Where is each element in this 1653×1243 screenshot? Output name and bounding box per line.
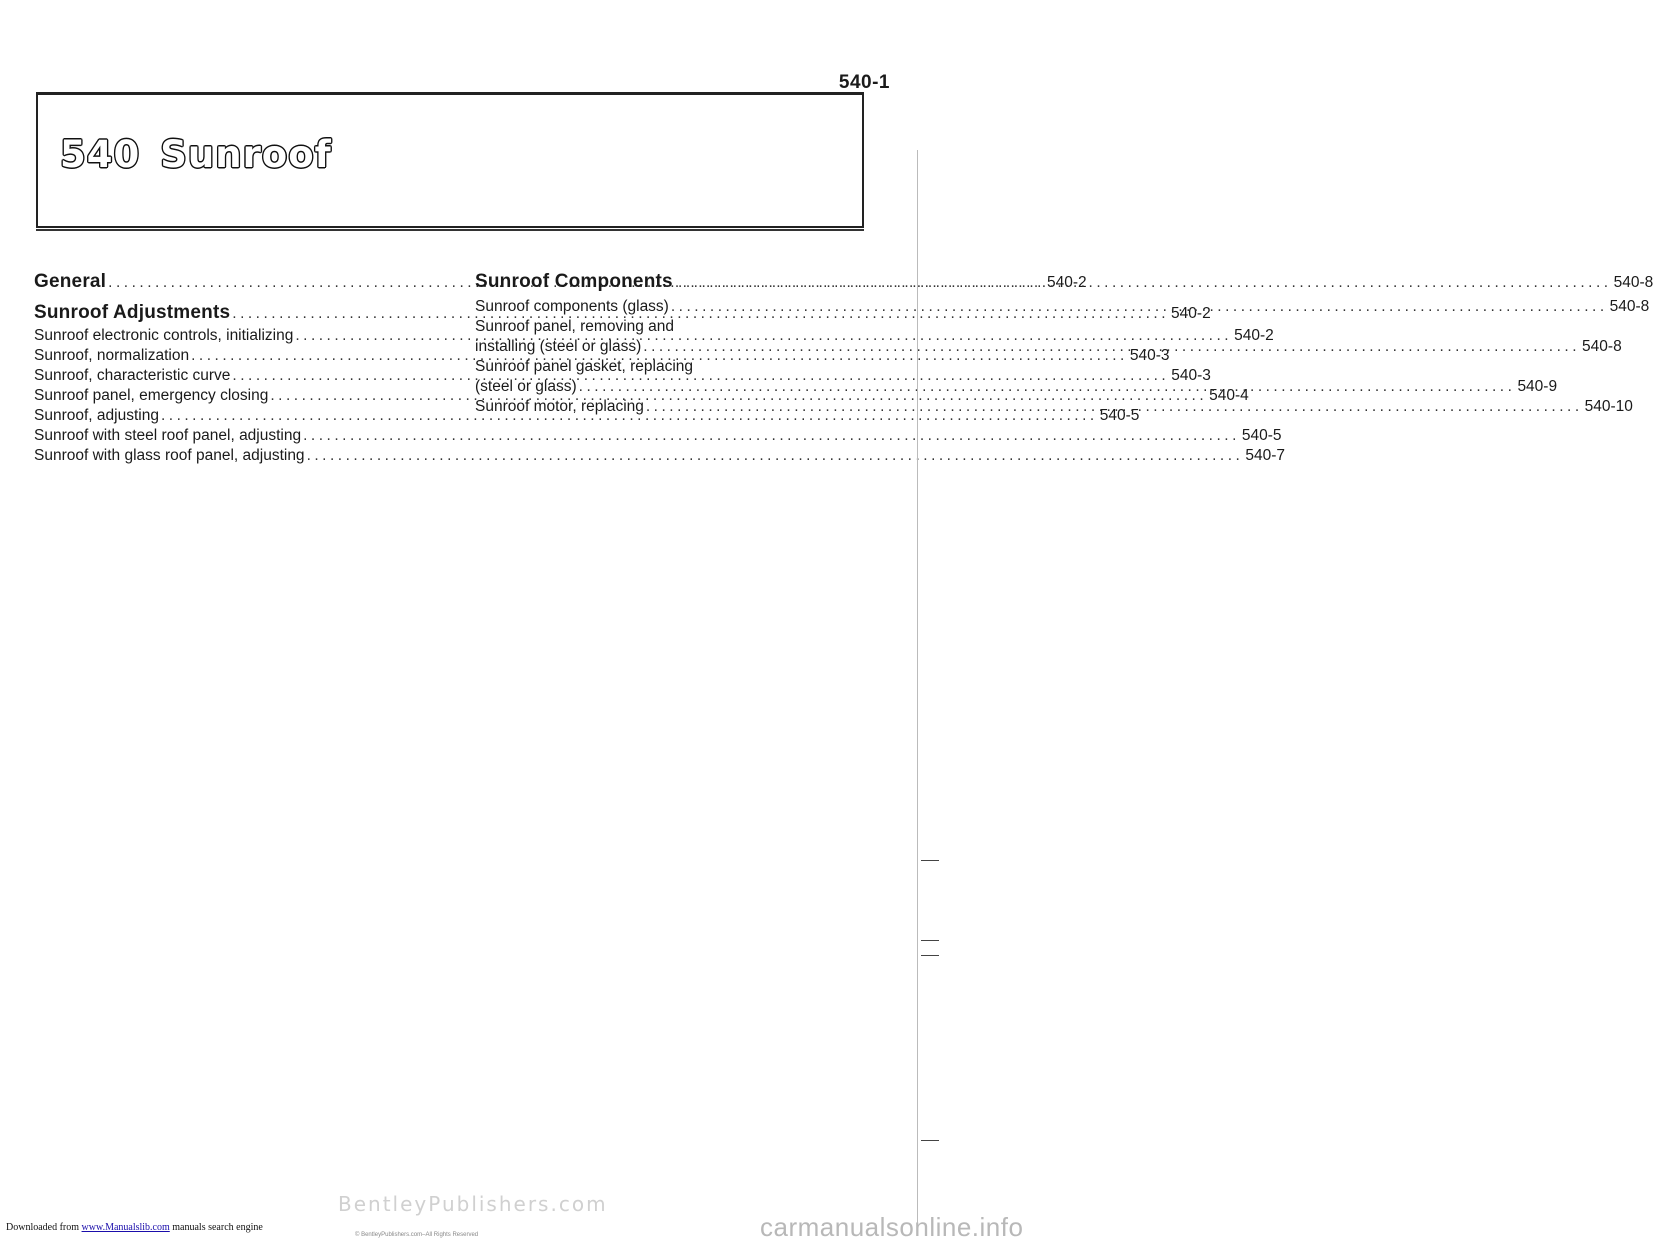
toc-page: 540-9 <box>1517 378 1558 395</box>
toc-label: Sunroof, characteristic curve <box>34 367 231 384</box>
leader-dots <box>305 446 1246 466</box>
toc-label-line1[interactable]: Sunroof panel, removing and <box>475 318 675 335</box>
toc-label: Sunroof Components <box>475 271 673 292</box>
toc-entry[interactable] <box>34 426 1282 446</box>
publisher-watermark: BentleyPublishers.com <box>338 1192 608 1216</box>
leader-dots <box>577 377 1518 397</box>
toc-label: installing (steel or glass) <box>475 338 642 355</box>
toc-label: General <box>34 271 107 292</box>
page-number: 540-1 <box>838 72 890 93</box>
toc-label: Sunroof motor, replacing <box>475 398 644 415</box>
toc-label-line1[interactable]: Sunroof panel gasket, replacing <box>475 358 694 375</box>
toc-page: 540-3 <box>1171 367 1211 384</box>
toc-page: 540-7 <box>1245 447 1285 464</box>
toc-page: 540-10 <box>1584 398 1633 415</box>
download-footer <box>6 1222 263 1233</box>
leader-dots <box>644 397 1585 417</box>
manualslib-link[interactable]: www.Manualslib.com <box>81 1222 170 1233</box>
toc-page: 540-4 <box>1209 387 1249 404</box>
site-watermark: carmanualsonline.info <box>760 1212 1024 1242</box>
scan-edge-marks <box>905 0 945 1242</box>
toc-page: 540-5 <box>1241 427 1282 444</box>
toc-label: Sunroof, normalization <box>34 347 190 364</box>
toc-label: Sunroof Adjustments <box>34 302 231 323</box>
toc-label: (steel or glass) <box>475 378 577 395</box>
leader-dots <box>669 297 1610 317</box>
toc-page: 540-2 <box>1046 274 1087 291</box>
section-name: Sunroof <box>160 133 332 176</box>
section-title <box>60 133 332 176</box>
toc-page: 540-2 <box>1234 327 1274 344</box>
footer-suffix: manuals search engine <box>172 1222 263 1233</box>
toc-label: Sunroof panel, emergency closing <box>34 387 269 404</box>
copyright-notice: © BentleyPublishers.com–All Rights Reserved <box>355 1232 479 1238</box>
toc-label: Sunroof, adjusting <box>34 407 159 424</box>
leader-dots <box>673 271 1614 295</box>
toc-page: 540-5 <box>1099 407 1140 424</box>
leader-dots <box>301 426 1242 446</box>
toc-page: 540-2 <box>1171 305 1211 322</box>
footer-prefix: Downloaded from <box>6 1222 80 1233</box>
section-title-box <box>36 92 864 228</box>
toc-page: 540-8 <box>1609 298 1650 315</box>
toc-page: 540-8 <box>1613 274 1653 291</box>
toc-label: Sunroof with steel roof panel, adjusting <box>34 427 302 444</box>
toc-page: 540-8 <box>1582 338 1622 355</box>
leader-dots <box>641 337 1582 357</box>
toc-entry[interactable] <box>34 446 1285 466</box>
toc-label: Sunroof electronic controls, initializing <box>34 327 294 344</box>
toc-page: 540-3 <box>1129 347 1170 364</box>
toc-label: Sunroof with glass roof panel, adjusting <box>34 447 305 464</box>
toc-label: Sunroof components (glass) <box>475 298 669 315</box>
section-number: 540 <box>60 133 141 176</box>
